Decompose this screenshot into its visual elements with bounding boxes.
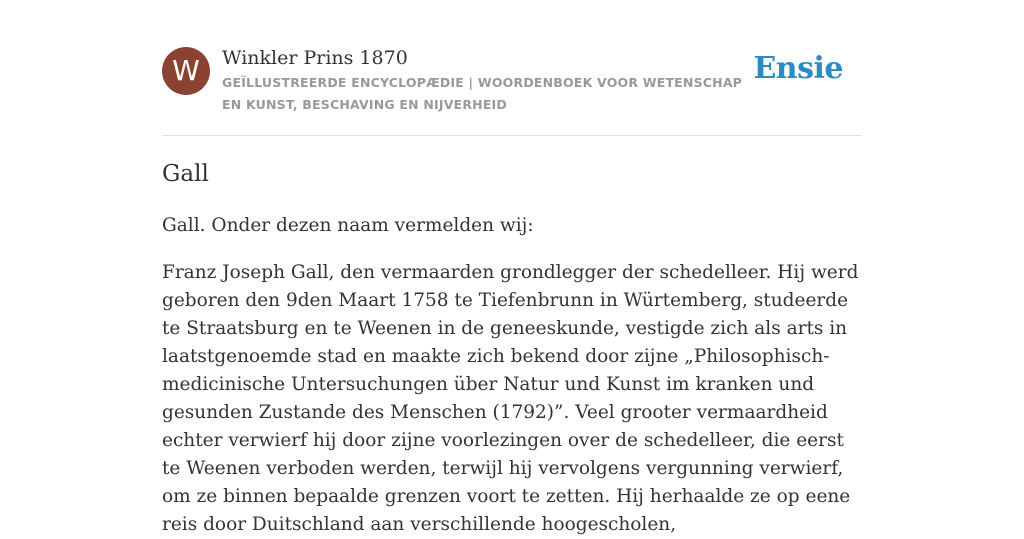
source-avatar[interactable]: W xyxy=(162,47,210,95)
header-divider xyxy=(162,135,862,136)
article-paragraph-biography: Franz Joseph Gall, den vermaarden grondlegger der schedelleer. Hij werd geboren den 9den Maart 1758 te Tiefenbrunn in Würtemberg, studeerde te Straatsburg en te Weenen in de geneeskunde, vestigde zich als arts in laatstgenoemde stad en maakte zich bekend door zijne „Philosophisch-medicinische Untersuchungen über Natur und Kunst im kranken und gesunden Zustande des Menschen (1792)”. Veel grooter vermaardheid echter verwierf hij door zijne voorlezingen over de schedelleer, die eerst te Weenen verboden werden, terwijl hij vervolgens vergunning verwierf, om ze binnen bepaalde grenzen voort te zetten. Hij herhaalde ze op eene reis door Duitschland aan verschillende hoogescholen, xyxy=(162,262,859,535)
article-title: Gall xyxy=(162,161,209,187)
source-subtitle: GEÏLLUSTREERDE ENCYCLOPÆDIE | WOORDENBOEK VOOR WETENSCHAP EN KUNST, BESCHAVING EN NIJVERHEID xyxy=(222,75,743,112)
ensie-logo[interactable]: Ensie xyxy=(753,51,843,86)
article-paragraph-intro: Gall. Onder dezen naam vermelden wij: xyxy=(162,215,534,236)
article-body xyxy=(162,156,862,539)
source-title[interactable]: Winkler Prins 1870 xyxy=(222,47,408,69)
source-header xyxy=(162,46,862,116)
